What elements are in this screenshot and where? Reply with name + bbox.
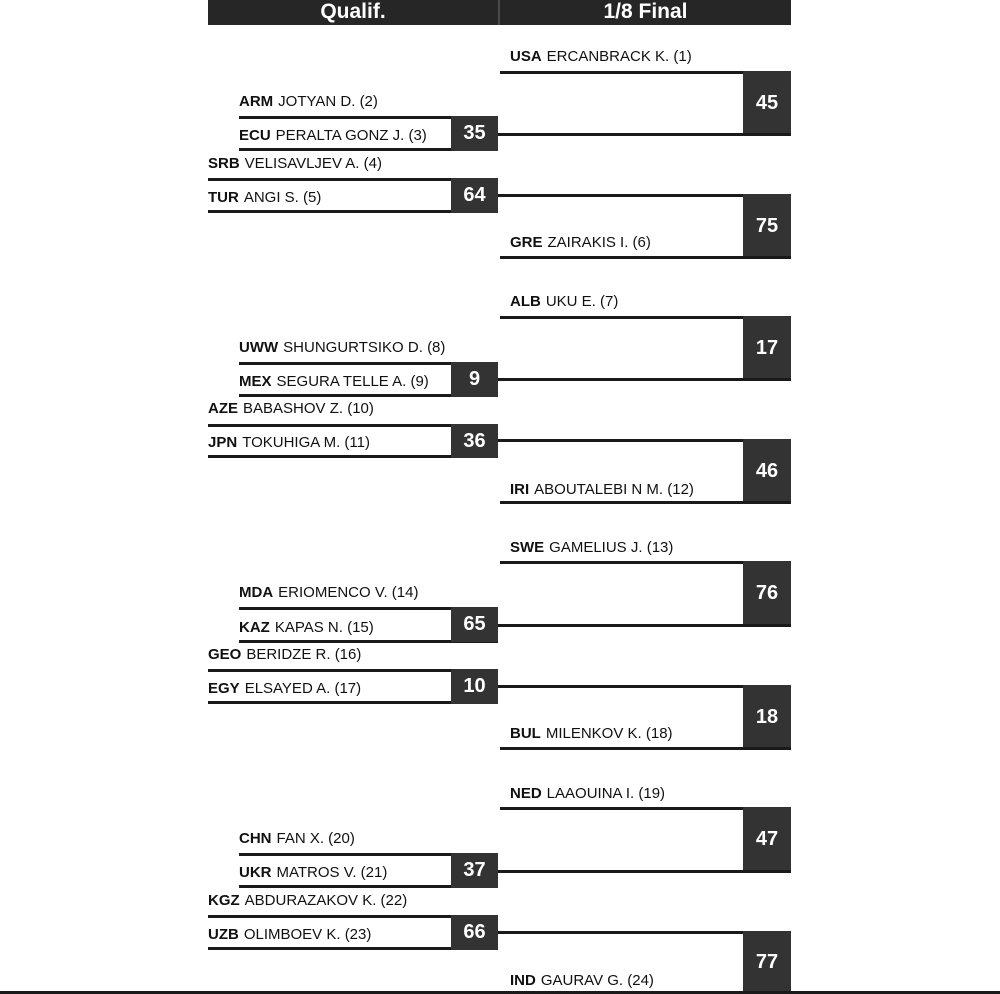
eighth-5-score: 76 xyxy=(743,561,791,625)
qualif-1-score: 35 xyxy=(451,116,498,151)
qualif-7-bottom-label: UKR MATROS V. (21) xyxy=(239,864,388,881)
qualif-4-top-label: AZE BABASHOV Z. (10) xyxy=(208,400,374,417)
qualif-5-bottom-label: KAZ KAPAS N. (15) xyxy=(239,619,374,636)
eighth-1-score: 45 xyxy=(743,71,791,135)
qualif-6-bottom-label: EGY ELSAYED A. (17) xyxy=(208,680,362,697)
qualif-4-bottom-label: JPN TOKUHIGA M. (11) xyxy=(208,434,370,451)
header-qualif: Qualif. xyxy=(208,0,498,25)
eighth-7-score: 47 xyxy=(743,807,791,871)
eighth-3-top-label: ALB UKU E. (7) xyxy=(510,293,619,310)
qualif-1-connector xyxy=(498,133,791,136)
qualif-1-top-label: ARM JOTYAN D. (2) xyxy=(239,93,378,110)
eighth-4-bottom-line xyxy=(500,501,791,504)
qualif-2-score: 64 xyxy=(451,178,498,213)
qualif-7-connector xyxy=(498,870,791,873)
qualif-4-score: 36 xyxy=(451,424,498,458)
qualif-5-score: 65 xyxy=(451,607,498,642)
qualif-7-top-label: CHN FAN X. (20) xyxy=(239,830,355,847)
qualif-6-top-label: GEO BERIDZE R. (16) xyxy=(208,646,362,663)
eighth-6-bottom-label: BUL MILENKOV K. (18) xyxy=(510,725,673,742)
qualif-8-score: 66 xyxy=(451,915,498,950)
header-divider xyxy=(498,0,500,25)
qualif-8-top-label: KGZ ABDURAZAKOV K. (22) xyxy=(208,892,408,909)
qualif-3-score: 9 xyxy=(451,362,498,397)
eighth-5-top-label: SWE GAMELIUS J. (13) xyxy=(510,539,674,556)
qualif-5-top-label: MDA ERIOMENCO V. (14) xyxy=(239,584,419,601)
eighth-6-score: 18 xyxy=(743,685,791,749)
eighth-8-bottom-label: IND GAURAV G. (24) xyxy=(510,972,654,989)
eighth-8-score: 77 xyxy=(743,931,791,994)
eighth-2-bottom-label: GRE ZAIRAKIS I. (6) xyxy=(510,234,651,251)
eighth-2-bottom-line xyxy=(500,256,791,259)
qualif-3-bottom-label: MEX SEGURA TELLE A. (9) xyxy=(239,373,429,390)
eighth-4-bottom-label: IRI ABOUTALEBI N M. (12) xyxy=(510,481,694,498)
eighth-2-score: 75 xyxy=(743,194,791,258)
eighth-4-score: 46 xyxy=(743,439,791,503)
qualif-1-bottom-label: ECU PERALTA GONZ J. (3) xyxy=(239,127,427,144)
qualif-7-score: 37 xyxy=(451,853,498,888)
qualif-6-score: 10 xyxy=(451,669,498,704)
qualif-5-connector xyxy=(498,624,791,627)
qualif-2-top-label: SRB VELISAVLJEV A. (4) xyxy=(208,155,382,172)
qualif-3-top-label: UWW SHUNGURTSIKO D. (8) xyxy=(239,339,446,356)
eighth-1-top-label: USA ERCANBRACK K. (1) xyxy=(510,48,692,65)
qualif-8-bottom-label: UZB OLIMBOEV K. (23) xyxy=(208,926,372,943)
header-eighth-final: 1/8 Final xyxy=(500,0,791,25)
qualif-2-bottom-label: TUR ANGI S. (5) xyxy=(208,189,322,206)
qualif-3-connector xyxy=(498,378,791,381)
eighth-7-top-label: NED LAAOUINA I. (19) xyxy=(510,785,666,802)
eighth-3-score: 17 xyxy=(743,316,791,380)
eighth-6-bottom-line xyxy=(500,747,791,750)
